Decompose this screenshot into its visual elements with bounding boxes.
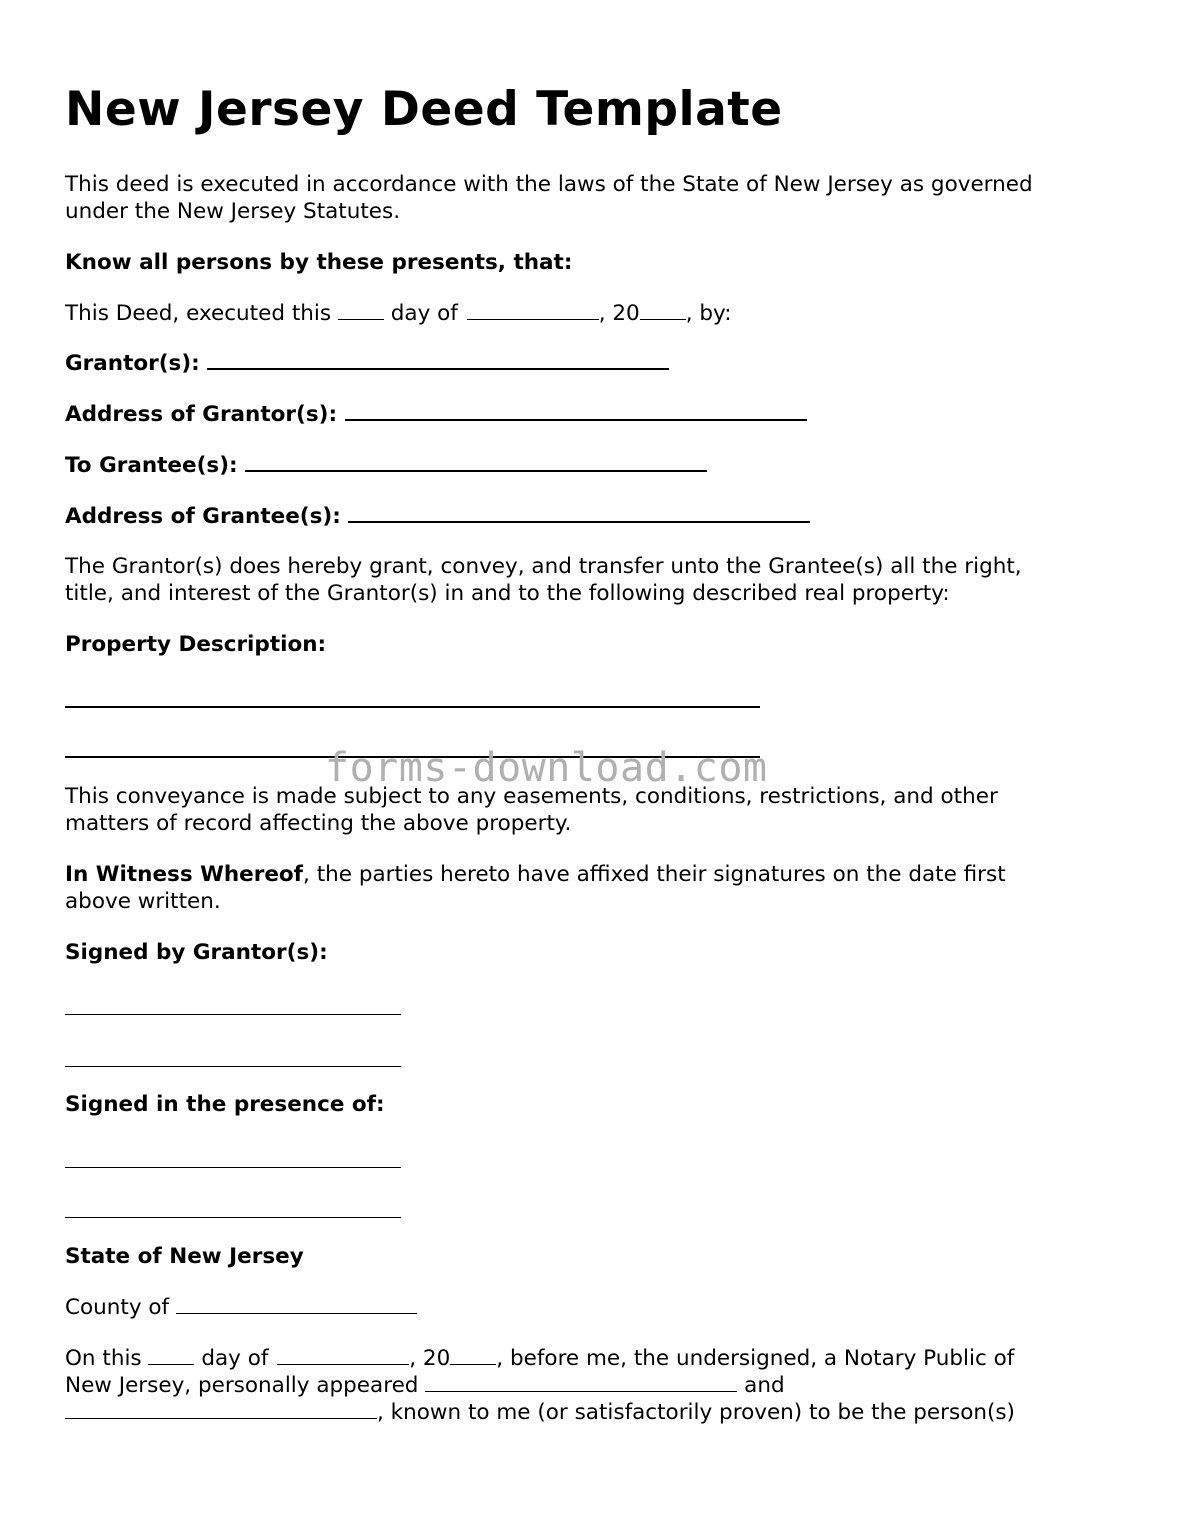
signed-by-grantor-label: Signed by Grantor(s): [65,940,328,965]
county-blank[interactable] [176,1295,417,1314]
witness-line-1 [65,861,1006,889]
witness-signature-line-1[interactable] [65,1167,401,1168]
executed-year-prefix: , 20 [598,301,640,326]
intro-line-1: This deed is executed in accordance with the laws of the State of New Jersey as governed [65,172,1033,197]
notary-prefix: On this [65,1346,142,1371]
intro-line-2: under the New Jersey Statutes. [65,199,401,224]
notary-person-blank-1[interactable] [425,1373,737,1392]
state-heading: State of New Jersey [65,1244,304,1269]
notary-appeared: New Jersey, personally appeared [65,1373,419,1398]
conveyance-line-2: matters of record affecting the above property. [65,811,572,836]
signed-presence-label: Signed in the presence of: [65,1092,385,1117]
year-blank[interactable] [640,301,686,320]
grantor-signature-line-2[interactable] [65,1066,401,1067]
grantor-signature-line-1[interactable] [65,1014,401,1015]
know-all-heading: Know all persons by these presents, that: [65,250,573,275]
grantor-label: Grantor(s): [65,351,200,376]
grantee-address-field [65,503,810,531]
notary-year-prefix: , 20 [409,1346,451,1371]
notary-line-1-suffix: , before me, the undersigned, a Notary Public of [496,1346,1015,1371]
month-blank[interactable] [467,301,599,320]
property-description-label: Property Description: [65,632,327,657]
grant-line-2: title, and interest of the Grantor(s) in and to the following described real property: [65,581,950,606]
executed-day-of: day of [390,301,458,326]
grantee-label: To Grantee(s): [65,453,238,478]
conveyance-line-1: This conveyance is made subject to any easements, conditions, restrictions, and other [65,784,998,809]
property-description-line-1[interactable] [65,706,760,708]
grantor-blank[interactable] [207,350,669,370]
page-title: New Jersey Deed Template [65,82,783,137]
notary-month-blank[interactable] [277,1346,409,1365]
grantee-address-blank[interactable] [348,503,810,523]
witness-line-2: above written. [65,889,221,914]
witness-bold: In Witness Whereof [65,862,304,887]
grantor-address-field [65,401,807,429]
day-blank[interactable] [338,301,384,320]
notary-day-blank[interactable] [148,1346,194,1365]
notary-line-3-suffix: , known to me (or satisfactorily proven) to be the person(s) [377,1400,1015,1425]
notary-line-1 [65,1345,1014,1373]
grantee-field [65,452,707,480]
notary-line-2 [65,1372,785,1400]
witness-signature-line-2[interactable] [65,1217,401,1218]
grantee-address-label: Address of Grantee(s): [65,504,341,529]
executed-prefix: This Deed, executed this [65,301,332,326]
grantee-blank[interactable] [245,452,707,472]
grantor-address-blank[interactable] [345,401,807,421]
grantor-field [65,350,669,378]
watermark-text: forms-download.com [325,745,768,791]
grantor-address-label: Address of Grantor(s): [65,402,338,427]
executed-suffix: , by: [685,301,732,326]
grant-line-1: The Grantor(s) does hereby grant, convey, and transfer unto the Grantee(s) all the right, [65,554,1022,579]
witness-rest: , the parties hereto have affixed their signatures on the date first [303,862,1006,887]
notary-line-3 [65,1399,1015,1427]
executed-line [65,300,731,328]
notary-and: and [744,1373,785,1398]
county-label: County of [65,1295,170,1320]
notary-person-blank-2[interactable] [65,1400,377,1419]
county-line [65,1294,417,1322]
notary-day-of: day of [201,1346,269,1371]
notary-year-blank[interactable] [450,1346,496,1365]
